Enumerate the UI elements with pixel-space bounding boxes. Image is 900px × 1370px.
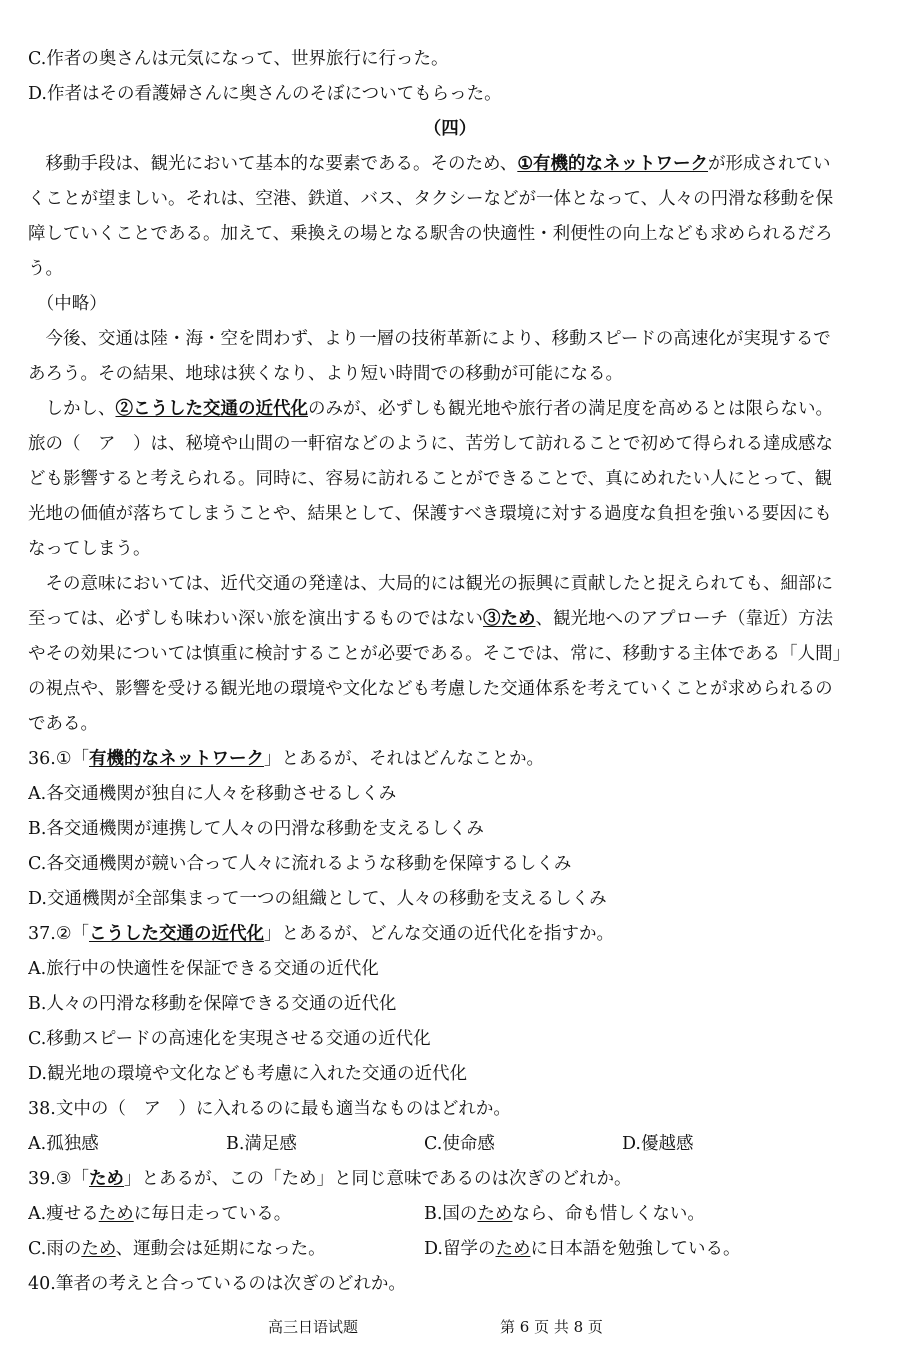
answer-option: A.痩せるために毎日走っている。 bbox=[28, 1204, 292, 1224]
answer-option: C.移動スピードの高速化を実現させる交通の近代化 bbox=[28, 1029, 431, 1049]
omitted-note: （中略） bbox=[28, 294, 107, 314]
question-stem: 36.①「有機的なネットワーク」とあるが、それはどんなことか。 bbox=[28, 749, 545, 769]
answer-options-row bbox=[28, 1132, 873, 1156]
passage-line: あろう。その結果、地球は狭くなり、より短い時間での移動が可能になる。 bbox=[28, 364, 623, 384]
answer-option: D.観光地の環境や文化なども考慮に入れた交通の近代化 bbox=[28, 1064, 467, 1084]
answer-option: D.留学のために日本語を勉強している。 bbox=[424, 1239, 741, 1259]
passage-line: ども影響すると考えられる。同時に、容易に訪れることができることで、真にめれたい人にとって、観 bbox=[28, 469, 832, 489]
answer-option: A.各交通機関が独自に人々を移動させるしくみ bbox=[28, 784, 397, 804]
passage-line: なってしまう。 bbox=[28, 539, 151, 559]
passage-line: 至っては、必ずしも味わい深い旅を演出するものではない③ため、観光地へのアプローチ（靠近）方法 bbox=[28, 609, 833, 629]
question-stem: 39.③「ため」とあるが、この「ため」と同じ意味であるのは次ぎのどれか。 bbox=[28, 1169, 632, 1189]
passage-line: 今後、交通は陸・海・空を問わず、より一層の技術革新により、移動スピードの高速化が実現するで bbox=[28, 329, 831, 349]
previous-question-option-d: D.作者はその看護婦さんに奥さんのそぼについてもらった。 bbox=[28, 84, 502, 104]
answer-option: B.国のためなら、命も惜しくない。 bbox=[424, 1204, 705, 1224]
answer-option: B.満足感 bbox=[226, 1134, 297, 1154]
answer-option: D.優越感 bbox=[622, 1134, 694, 1154]
passage-line: その意味においては、近代交通の発達は、大局的には観光の振興に貢献したと捉えられても、細部に bbox=[28, 574, 833, 594]
footer-page-number: 第 6 页 共 8 页 bbox=[500, 1318, 603, 1336]
answer-option: A.旅行中の快適性を保証できる交通の近代化 bbox=[28, 959, 379, 979]
passage-line: やその効果については慎重に検討することが必要である。そこでは、常に、移動する主体である「人間」 bbox=[28, 644, 851, 664]
question-stem: 37.②「こうした交通の近代化」とあるが、どんな交通の近代化を指すか。 bbox=[28, 924, 615, 944]
answer-option: C.各交通機関が競い合って人々に流れるような移動を保障するしくみ bbox=[28, 854, 572, 874]
answer-option: B.各交通機関が連携して人々の円滑な移動を支えるしくみ bbox=[28, 819, 484, 839]
underlined-phrase-1: ①有機的なネットワーク bbox=[517, 154, 709, 174]
passage-line: 移動手段は、観光において基本的な要素である。そのため、①有機的なネットワークが形成されてい bbox=[28, 154, 831, 174]
passage-line: 旅の（ ア ）は、秘境や山間の一軒宿などのように、苦労して訪れることで初めて得られる達成感な bbox=[28, 434, 833, 454]
passage-line: 光地の価値が落ちてしまうことや、結果として、保護すべき環境に対する過度な負担を強いる要因にも bbox=[28, 504, 832, 524]
underlined-phrase-3: ③ため bbox=[483, 609, 536, 629]
answer-options-row bbox=[28, 1237, 873, 1261]
underlined-phrase-2: ②こうした交通の近代化 bbox=[115, 399, 308, 419]
passage-line: 障していくことである。加えて、乗換えの場となる駅舎の快適性・利便性の向上なども求められるだろ bbox=[28, 224, 833, 244]
answer-options-row bbox=[28, 1202, 873, 1226]
passage-line: くことが望ましい。それは、空港、鉄道、バス、タクシーなどが一体となって、人々の円滑な移動を保 bbox=[28, 189, 834, 209]
question-stem: 38.文中の（ ア ）に入れるのに最も適当なものはどれか。 bbox=[28, 1099, 511, 1119]
answer-option: D.交通機関が全部集まって一つの組織として、人々の移動を支えるしくみ bbox=[28, 889, 607, 909]
answer-option: C.使命感 bbox=[424, 1134, 495, 1154]
passage-line: である。 bbox=[28, 714, 98, 734]
previous-question-option-c: C.作者の奥さんは元気になって、世界旅行に行った。 bbox=[28, 49, 449, 69]
passage-line: の視点や、影響を受ける観光地の環境や文化なども考慮した交通体系を考えていくことが求められるの bbox=[28, 679, 833, 699]
question-stem: 40.筆者の考えと合っているのは次ぎのどれか。 bbox=[28, 1274, 406, 1294]
answer-option: A.孤独感 bbox=[28, 1134, 99, 1154]
answer-option: C.雨のため、運動会は延期になった。 bbox=[28, 1239, 326, 1259]
footer-subject: 高三日语试题 bbox=[268, 1318, 359, 1336]
passage-line: う。 bbox=[28, 259, 63, 279]
answer-option: B.人々の円滑な移動を保障できる交通の近代化 bbox=[28, 994, 397, 1014]
passage-line: しかし、②こうした交通の近代化のみが、必ずしも観光地や旅行者の満足度を高めるとは限らない。 bbox=[28, 399, 833, 419]
section-title: （四） bbox=[423, 119, 477, 139]
